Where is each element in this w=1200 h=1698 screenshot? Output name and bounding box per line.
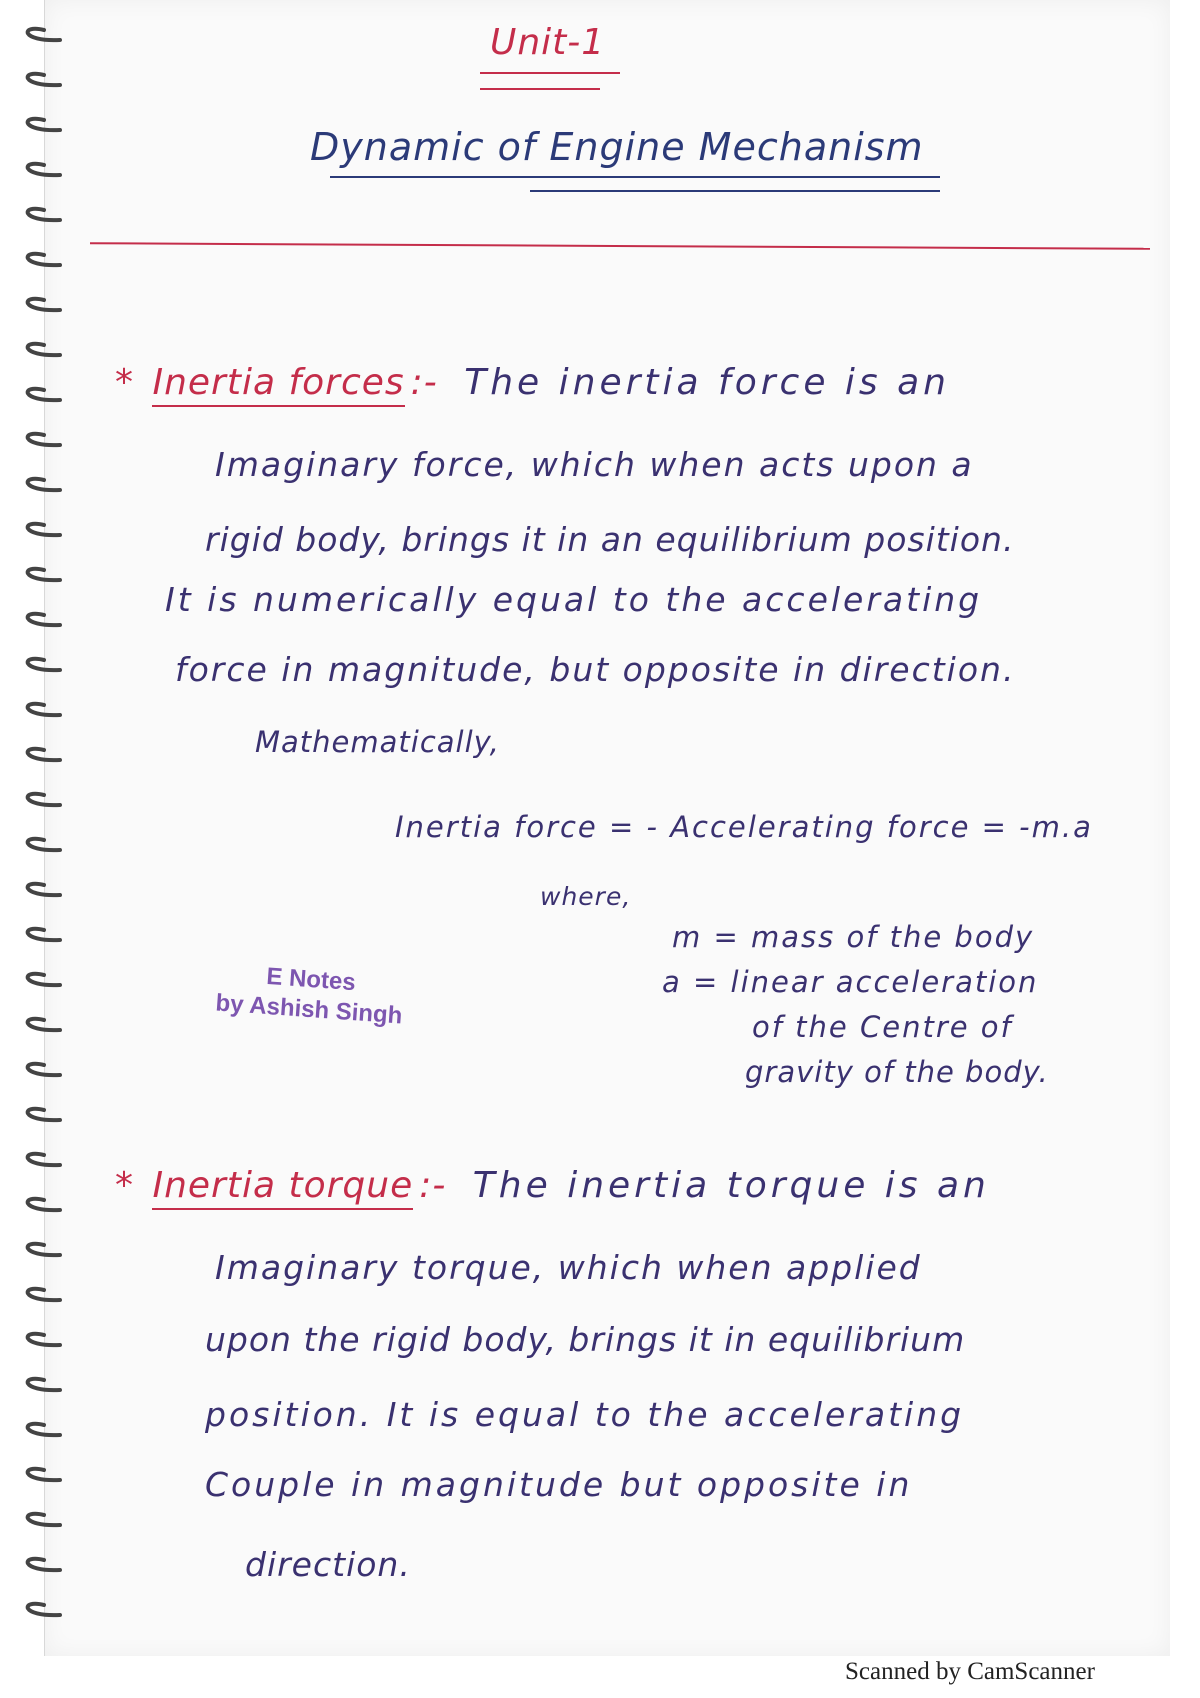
spiral-ring [28,1379,60,1390]
spiral-ring [28,749,60,760]
spiral-ring [28,1109,60,1120]
section2-bullet: * [115,1165,134,1206]
section2-line-4: position. It is equal to the accelerating [205,1395,965,1434]
section2-line-2: Imaginary torque, which when applied [215,1248,922,1287]
spiral-ring [28,1469,60,1480]
definition-a-cont-1: of the Centre of [752,1010,1013,1044]
unit-title: Unit-1 [490,22,606,63]
section2-heading-row [115,1165,990,1206]
spiral-ring [28,254,60,265]
section2-heading: Inertia torque [152,1165,413,1210]
section2-line-1: The inertia torque is an [472,1165,990,1206]
spiral-ring [28,119,60,130]
spiral-ring [28,1334,60,1345]
section1-line-1: The inertia force is an [464,362,950,403]
spiral-ring [28,524,60,535]
spiral-ring [28,884,60,895]
definition-m: m = mass of the body [672,920,1035,954]
spiral-ring [28,1604,60,1615]
spiral-ring [28,974,60,985]
spiral-ring [28,1559,60,1570]
section1-line-4: It is numerically equal to the accelerating [165,580,983,619]
unit-underline [480,72,620,74]
section2-separator: :- [419,1165,447,1206]
scanner-footer: Scanned by CamScanner [845,1658,1095,1685]
spiral-ring [28,434,60,445]
spiral-binding [0,20,80,1630]
spiral-ring [28,839,60,850]
spiral-ring [28,569,60,580]
spiral-ring [28,614,60,625]
spiral-ring [28,389,60,400]
spiral-ring [28,299,60,310]
spiral-ring [28,1199,60,1210]
section1-line-5: force in magnitude, but opposite in direction. [175,650,1016,689]
spiral-ring [28,1019,60,1030]
definition-a-cont-2: gravity of the body. [745,1055,1049,1089]
spiral-ring [28,1514,60,1525]
section1-heading-row [115,362,950,403]
watermark-line-2: by Ashish Singh [214,989,404,1030]
title-underline-2 [530,190,940,192]
title-underline [330,176,940,178]
spiral-ring [28,479,60,490]
mathematically-label: Mathematically, [255,725,500,759]
spiral-ring [28,929,60,940]
spiral-ring [28,29,60,40]
spiral-ring [28,1154,60,1165]
section1-line-3: rigid body, brings it in an equilibrium position. [205,520,1015,559]
spiral-ring [28,659,60,670]
inertia-formula: Inertia force = - Accelerating force = -m.a [395,810,1093,844]
section2-line-5: Couple in magnitude but opposite in [205,1465,913,1504]
spiral-ring [28,74,60,85]
section1-separator: :- [410,362,438,403]
page-title: Dynamic of Engine Mechanism [310,125,924,169]
spiral-ring [28,1289,60,1300]
unit-underline-2 [480,88,600,90]
section1-bullet: * [115,362,134,403]
section2-line-3: upon the rigid body, brings it in equilibrium [205,1320,966,1359]
where-label: where, [540,882,632,911]
section1-line-2: Imaginary force, which when acts upon a [215,445,974,484]
definition-a: a = linear acceleration [662,965,1039,999]
spiral-ring [28,794,60,805]
spiral-ring [28,209,60,220]
spiral-ring [28,1244,60,1255]
section1-heading: Inertia forces [152,362,404,407]
spiral-ring [28,704,60,715]
section2-line-6: direction. [245,1545,411,1584]
spiral-ring [28,1424,60,1435]
spiral-ring [28,164,60,175]
spiral-ring [28,1064,60,1075]
spiral-ring [28,344,60,355]
watermark-line-1: E Notes [265,962,357,997]
